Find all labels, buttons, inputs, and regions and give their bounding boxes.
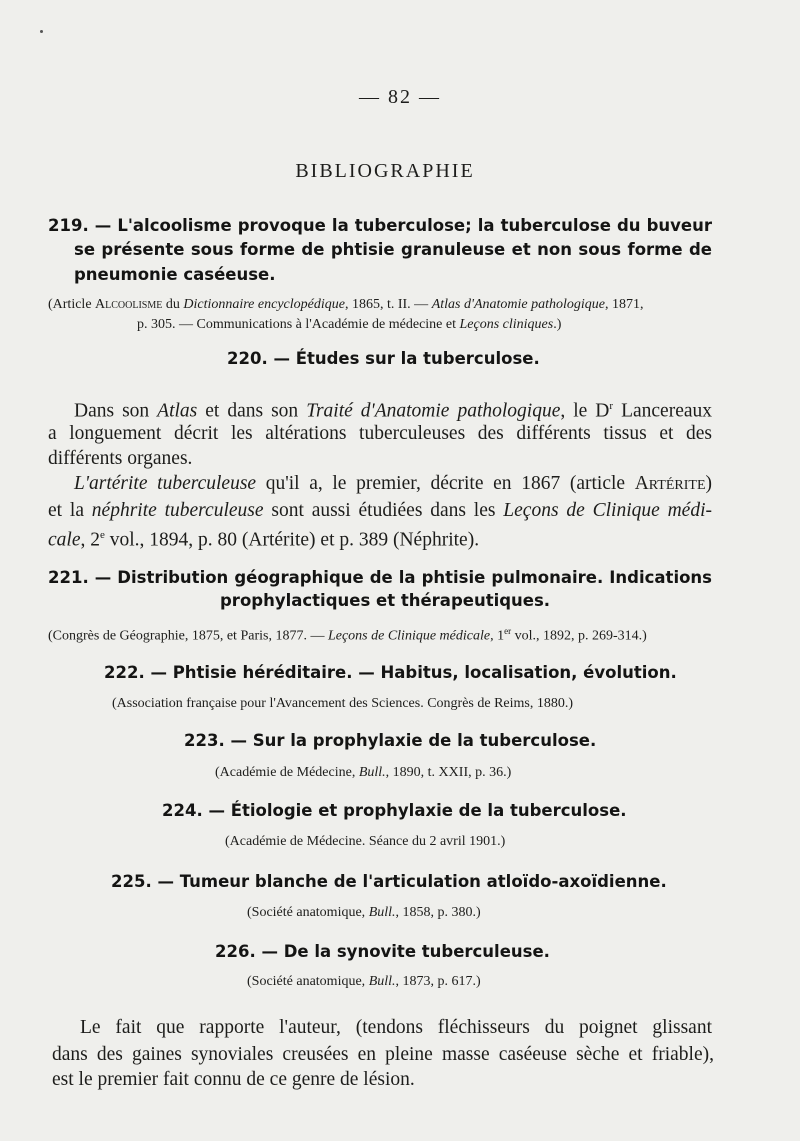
entry-source: (Congrès de Géographie, 1875, et Paris, 1877. — Leçons de Clinique médicale, 1er vol., 1892, p. 269-314.) xyxy=(48,626,647,644)
text-line: et la néphrite tuberculeuse sont aussi étudiées dans les Leçons de Clinique médi- xyxy=(48,500,712,521)
entry-title-line: pneumonie caséeuse. xyxy=(74,265,276,284)
entry-source: (Académie de Médecine, Bull., 1890, t. XXII, p. 36.) xyxy=(215,765,512,780)
section-heading: BIBLIOGRAPHIE xyxy=(295,160,475,182)
paragraph xyxy=(48,497,712,524)
entry-source: (Société anatomique, Bull., 1858, p. 380.) xyxy=(247,905,481,920)
entry-source: (Association française pour l'Avancement des Sciences. Congrès de Reims, 1880.) xyxy=(112,696,574,711)
entry-source: (Article Alcoolisme du Dictionnaire encyclopédique, 1865, t. II. — Atlas d'Anatomie pathologique, 1871, xyxy=(48,297,644,312)
entry-title-line: prophylactiques et thérapeutiques. xyxy=(220,591,551,610)
paragraph: cale, 2e vol., 1894, p. 80 (Artérite) et p. 389 (Néphrite). xyxy=(48,529,480,551)
entry-title-line: 221. — Distribution géographique de la phtisie pulmonaire. Indications xyxy=(48,568,712,587)
text-line: Dans son Atlas et dans son Traité d'Anatomie pathologique, le $D^r$ Lancereaux xyxy=(74,400,713,422)
page-number: — 82 — xyxy=(359,86,441,108)
entry-title: 220. — Études sur la tuberculose. xyxy=(227,349,540,368)
text-line: a longuement décrit les altérations tuberculeuses des différents tissus et des xyxy=(48,423,712,444)
text-line-wrap xyxy=(52,1041,714,1068)
entry-source: p. 305. — Communications à l'Académie de médecine et Leçons cliniques.) xyxy=(137,317,562,332)
text-line: dans des gaines synoviales creusées en pleine masse caséeuse sèche et friable), xyxy=(52,1044,714,1065)
entry-title-line: 219. — L'alcoolisme provoque la tuberculose; la tuberculose du buveur xyxy=(48,216,712,235)
paragraph xyxy=(48,420,712,447)
text-line: Le fait que rapporte l'auteur, (tendons fléchisseurs du poignet glissant xyxy=(80,1017,712,1038)
text-line: L'artérite tuberculeuse qu'il a, le premier, décrite en 1867 (article Artérite) xyxy=(74,473,712,494)
entry-title-line: se présente sous forme de phtisie granuleuse et non sous forme de xyxy=(74,240,712,259)
paragraph: différents organes. xyxy=(48,448,193,469)
text-line: est le premier fait connu de ce genre de lésion. xyxy=(52,1069,415,1090)
entry-title: 222. — Phtisie héréditaire. — Habitus, localisation, évolution. xyxy=(104,663,677,682)
entry-title: 226. — De la synovite tuberculeuse. xyxy=(215,942,550,961)
entry-title: 224. — Étiologie et prophylaxie de la tuberculose. xyxy=(162,801,627,820)
paragraph xyxy=(74,470,712,497)
entry-source: (Société anatomique, Bull., 1873, p. 617.) xyxy=(247,974,481,989)
ink-speck xyxy=(40,30,43,33)
entry-source: (Académie de Médecine. Séance du 2 avril 1901.) xyxy=(225,834,506,849)
text-line-wrap xyxy=(80,1014,712,1041)
entry-title: 225. — Tumeur blanche de l'articulation atloïdo-axoïdienne. xyxy=(111,872,667,891)
entry-title: 223. — Sur la prophylaxie de la tuberculose. xyxy=(184,731,597,750)
